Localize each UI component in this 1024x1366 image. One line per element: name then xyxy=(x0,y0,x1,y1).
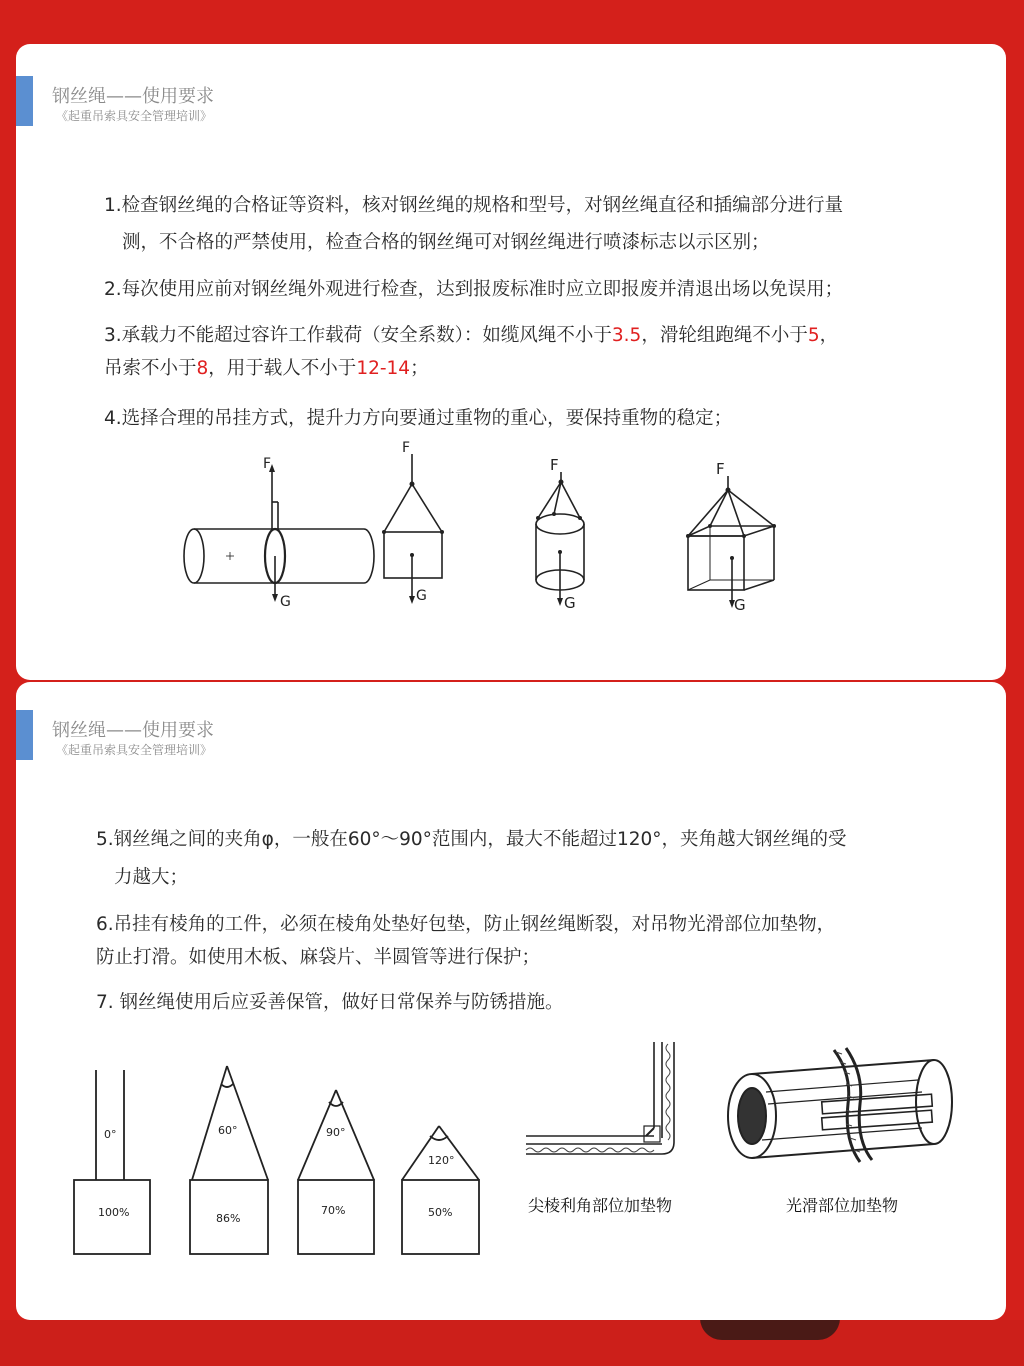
text-span: ， xyxy=(819,325,839,346)
cylinder-sling-diagram xyxy=(176,452,396,612)
corner-padding-illustration xyxy=(524,1038,704,1168)
safety-factor-value: 3.5 xyxy=(611,325,642,346)
caption-corner-padding: 尖棱利角部位加垫物 xyxy=(528,1196,673,1215)
slide-title: 钢丝绳——使用要求 xyxy=(52,86,214,107)
sling-angle-load-diagram xyxy=(66,1064,496,1264)
text-span: 吊索不小于 xyxy=(104,358,197,379)
angle-label: 0° xyxy=(104,1128,117,1141)
text-span: ，用于载人不小于 xyxy=(208,358,357,379)
text-span: ； xyxy=(410,358,429,379)
paragraph-6-line-1: 6.吊挂有棱角的工件，必须在棱角处垫好包垫，防止钢丝绳断裂，对吊物光滑部位加垫物， xyxy=(96,914,836,935)
paragraph-7: 7. 钢丝绳使用后应妥善保管，做好日常保养与防锈措施。 xyxy=(96,992,564,1013)
paragraph-1-line-1: 1.检查钢丝绳的合格证等资料，核对钢丝绳的规格和型号，对钢丝绳直径和插编部分进行量 xyxy=(104,195,844,216)
load-percent-label: 70% xyxy=(321,1204,346,1217)
paragraph-6-line-2: 防止打滑。如使用木板、麻袋片、半圆管等进行保护； xyxy=(96,947,541,968)
force-label: F xyxy=(263,456,272,472)
box-two-leg-sling-diagram xyxy=(380,440,480,610)
upright-cylinder-sling-diagram xyxy=(524,452,614,612)
angle-label: 60° xyxy=(218,1124,238,1137)
slide-subtitle: 《起重吊索具安全管理培训》 xyxy=(56,743,213,757)
gravity-label: G xyxy=(564,594,576,612)
slide-title: 钢丝绳——使用要求 xyxy=(52,720,214,741)
title-accent-bar xyxy=(16,76,33,126)
force-label: F xyxy=(716,460,725,478)
safety-factor-value: 8 xyxy=(196,358,209,379)
slide-card-2 xyxy=(16,682,1006,1320)
text-span: ，滑轮组跑绳不小于 xyxy=(641,325,808,346)
paragraph-3-line-1 xyxy=(104,319,838,352)
smooth-pipe-padding-illustration xyxy=(722,1044,962,1174)
paragraph-5-line-1: 5.钢丝绳之间的夹角φ，一般在60°～90°范围内，最大不能超过120°，夹角越大钢丝绳的受 xyxy=(96,829,847,850)
paragraph-4: 4.选择合理的吊挂方式，提升力方向要通过重物的重心，要保持重物的稳定； xyxy=(104,408,733,429)
gravity-label: G xyxy=(416,588,427,604)
slide-subtitle: 《起重吊索具安全管理培训》 xyxy=(56,109,213,123)
title-accent-bar xyxy=(16,710,33,760)
load-percent-label: 50% xyxy=(428,1206,453,1219)
load-percent-label: 100% xyxy=(98,1206,130,1219)
angle-label: 90° xyxy=(326,1126,346,1139)
background-shape xyxy=(700,1318,840,1340)
gravity-label: G xyxy=(734,596,746,614)
safety-factor-value: 5 xyxy=(807,325,820,346)
caption-smooth-padding: 光滑部位加垫物 xyxy=(786,1196,899,1215)
text-span: 3.承载力不能超过容许工作载荷（安全系数）：如缆风绳不小于 xyxy=(104,325,612,346)
box-four-leg-sling-diagram xyxy=(680,462,800,612)
gravity-label: G xyxy=(280,594,291,610)
paragraph-1-line-2: 测，不合格的严禁使用，检查合格的钢丝绳可对钢丝绳进行喷漆标志以示区别； xyxy=(122,232,770,253)
paragraph-2: 2.每次使用应前对钢丝绳外观进行检查，达到报废标准时应立即报废并清退出场以免误用； xyxy=(104,279,844,300)
force-label: F xyxy=(402,440,411,456)
paragraph-3-line-2 xyxy=(104,352,429,385)
background-strip xyxy=(0,1320,1024,1366)
paragraph-5-line-2: 力越大； xyxy=(114,867,189,888)
slide-card-1 xyxy=(16,44,1006,680)
load-percent-label: 86% xyxy=(216,1212,241,1225)
safety-factor-value: 12-14 xyxy=(356,358,411,379)
force-label: F xyxy=(550,456,559,474)
angle-label: 120° xyxy=(428,1154,455,1167)
